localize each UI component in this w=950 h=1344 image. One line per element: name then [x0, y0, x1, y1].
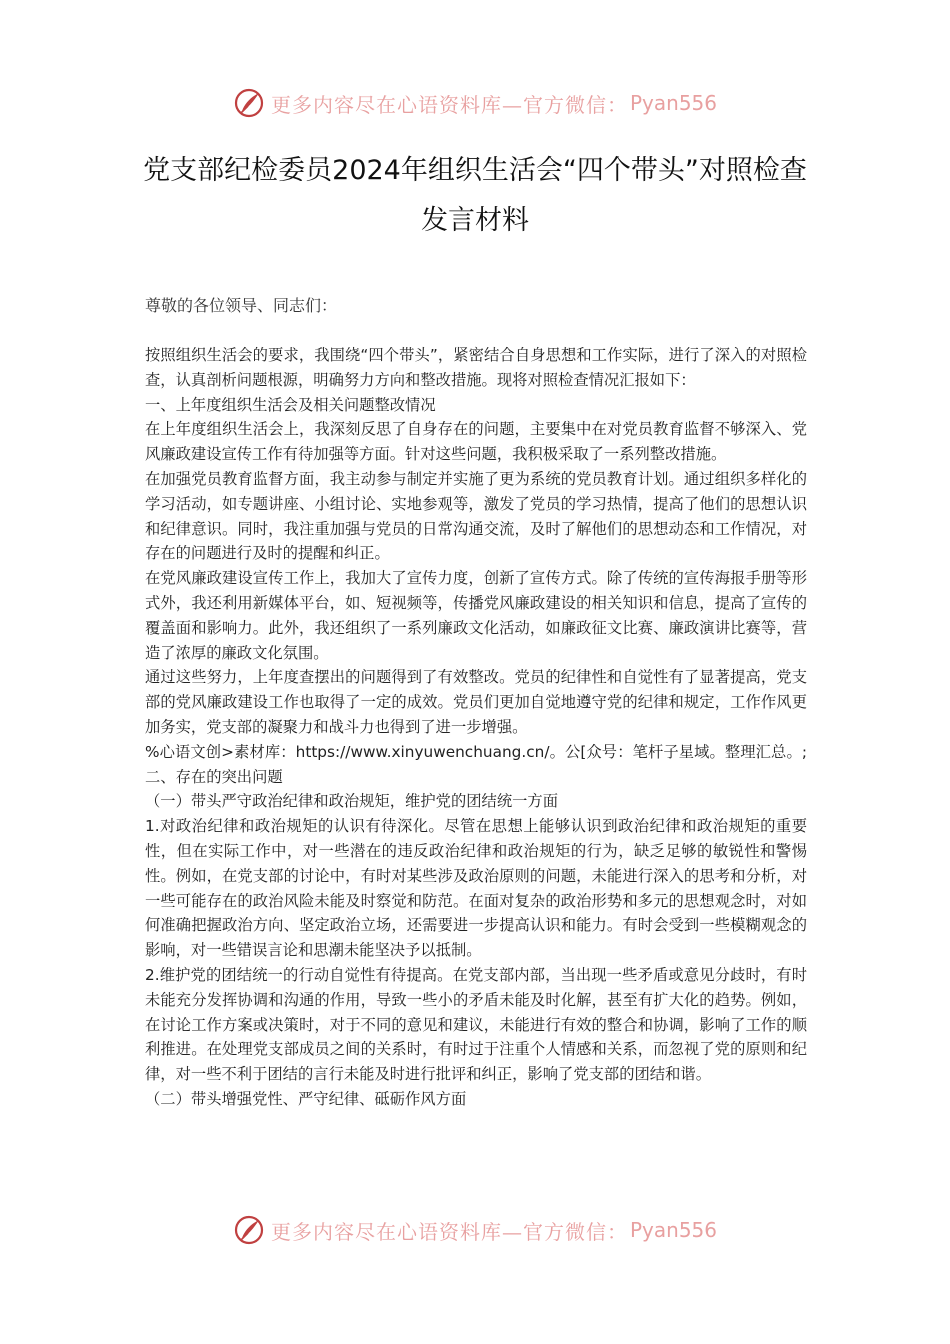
section-heading: 一、上年度组织生活会及相关问题整改情况	[145, 395, 436, 414]
greeting: 尊敬的各位领导、同志们：	[145, 296, 338, 315]
banner-wechat-id: Pyan556	[629, 1218, 717, 1242]
paragraph: 通过这些努力，上年度查摆出的问题得到了有效整改。党员的纪律性和自觉性有了显著提高，党支部的党风廉政建设工作也取得了一定的成效。党员们更加自觉地遵守党的纪律和规定，工作作风更加务实，党支部的凝聚力和战斗力也得到了进一步增强。	[145, 668, 807, 736]
feather-pen-logo-icon	[233, 1214, 265, 1246]
banner-text: 更多内容尽在心语资料库—官方微信：	[270, 1219, 628, 1244]
paragraph: 2.维护党的团结统一的行动自觉性有待提高。在党支部内部，当出现一些矛盾或意见分歧时，有时未能充分发挥协调和沟通的作用，导致一些小的矛盾未能及时化解，甚至有扩大化的趋势。例如，在讨论工作方案或决策时，对于不同的意见和建议，未能进行有效的整合和协调，影响了工作的顺利推进。在处理党支部成员之间的关系时，有时过于注重个人情感和关系，而忽视了党的原则和纪律，对一些不利于团结的言行未能及时进行批评和纠正，影响了党支部的团结和谐。	[145, 965, 807, 1084]
paragraph: 在加强党员教育监督方面，我主动参与制定并实施了更为系统的党员教育计划。通过组织多样化的学习活动，如专题讲座、小组讨论、实地参观等，激发了党员的学习热情，提高了他们的思想认识和纪律意识。同时，我注重加强与党员的日常沟通交流，及时了解他们的思想动态和工作情况，对存在的问题进行及时的提醒和纠正。	[145, 469, 807, 563]
document-body	[145, 343, 807, 1112]
subsection-heading: （二）带头增强党性、严守纪律、砥砺作风方面	[145, 1089, 467, 1108]
subsection-heading: （一）带头严守政治纪律和政治规矩，维护党的团结统一方面	[145, 792, 559, 811]
document-title: 党支部纪检委员2024年组织生活会“四个带头”对照检查发言材料	[143, 155, 807, 236]
footer-banner	[0, 1210, 950, 1250]
paragraph: 在上年度组织生活会上，我深刻反思了自身存在的问题，主要集中在对党员教育监督不够深入、党风廉政建设宣传工作有待加强等方面。针对这些问题，我积极采取了一系列整改措施。	[145, 420, 807, 464]
banner-text: 更多内容尽在心语资料库—官方微信：	[270, 92, 628, 117]
paragraph: 按照组织生活会的要求，我围绕“四个带头”，紧密结合自身思想和工作实际，进行了深入的对照检查，认真剖析问题根源，明确努力方向和整改措施。现将对照检查情况汇报如下：	[145, 346, 807, 389]
banner-wechat-id: Pyan556	[629, 91, 717, 115]
paragraph: 1.对政治纪律和政治规矩的认识有待深化。尽管在思想上能够认识到政治纪律和政治规矩的重要性，但在实际工作中，对一些潜在的违反政治纪律和政治规矩的行为，缺乏足够的敏锐性和警惕性。例如，在党支部的讨论中，有时对某些涉及政治原则的问题，未能进行深入的思考和分析，对一些可能存在的政治风险未能及时察觉和防范。在面对复杂的政治形势和多元的思想观念时，对如何准确把握政治方向、坚定政治立场，还需要进一步提高认识和能力。有时会受到一些模糊观念的影响，对一些错误言论和思潮未能坚决予以抵制。	[145, 817, 807, 960]
feather-pen-logo-icon	[233, 87, 265, 119]
header-banner	[0, 83, 950, 123]
paragraph: 在党风廉政建设宣传工作上，我加大了宣传力度，创新了宣传方式。除了传统的宣传海报手册等形式外，我还利用新媒体平台，如、短视频等，传播党风廉政建设的相关知识和信息，提高了宣传的覆盖面和影响力。此外，我还组织了一系列廉政文化活动，如廉政征文比赛、廉政演讲比赛等，营造了浓厚的廉政文化氛围。	[145, 569, 807, 662]
paragraph: %心语文创>素材库：https://www.xinyuwenchuang.cn/。公[众号：笔杆子星域。整理汇总。;二、存在的突出问题	[145, 742, 807, 786]
